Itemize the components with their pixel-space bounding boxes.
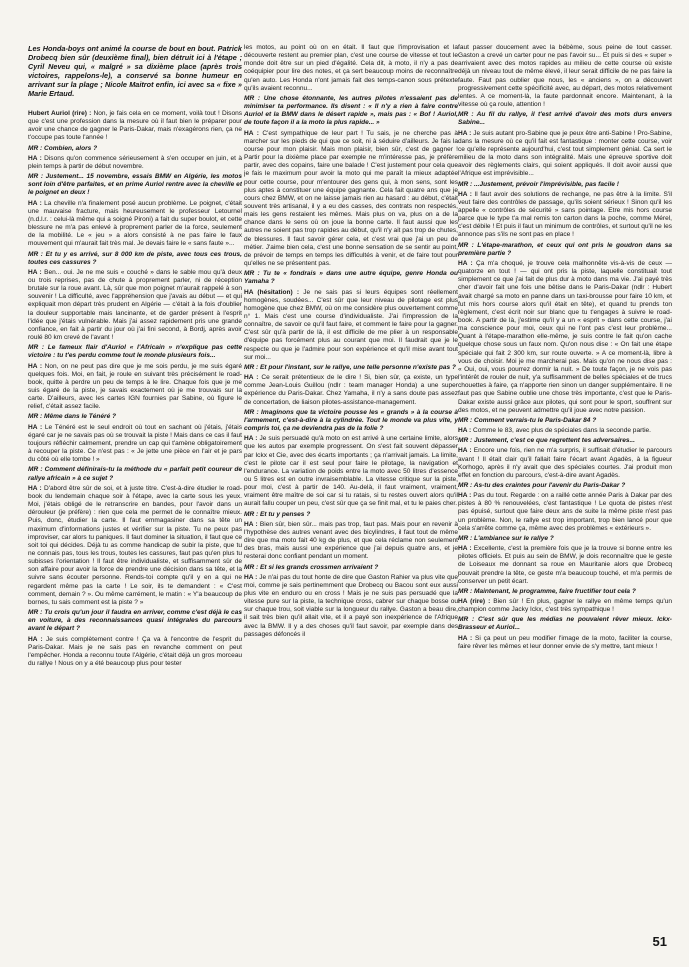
interview-answer [28,200,242,249]
column-1-body [28,110,242,668]
interview-question: MR : Justement, c'est ce que regrettent tes adversaires... [458,437,635,445]
answer-text: La cheville n'a finalement posé aucun problème. Le poignet, c'était une mauvaise fracture, mais heureusement le professeur Letournel (n.d.l.r. : celui-là même qui a soigné Pironi) a fait du super boulot, et cette blessure ne m'a pas enlevé à proprement parler de la force, seulement de la mobilité. Le « jeu » a alors consisté à ne pas faire le faux mouvement qui m'aurait fait très mal. Je devais faire le « sans faute »... [28,199,242,248]
answer-text: Ce serait prétentieux de le dire ! Si, bien sûr, ça existe, un type comme Jean-Louis Guillou (ndlr : team manager Honda) a une super expérience du Paris-Dakar. Chez Yamaha, il n'y a sans doute pas assez de concertation, de liaison pilotes-assistance-management. [244,374,458,406]
interview-question: MR : Combien, alors ? [28,144,98,152]
interview-answer [458,260,672,415]
column-2-body [244,44,458,639]
lead-caption: Les Honda-boys ont animé la course de bout en bout. Patrick Drobecq bien sûr (deuxième final), bien détruit ici à l'étape ; Cyril Neveu qui, « malgré » sa dixième place (après trois victoires, rappelons-le), a conservé sa bonne humeur en arrivant sur la plage ; Nicole Maitrot enfin, ici avec sa « fixe » Marie Ertaud. [28,44,242,98]
interview-question: MR : Et si les grands crossmen arrivaient ? [244,563,379,571]
interview-answer [244,289,458,362]
interview-question: MR : Comment définirais-tu la méthode du « parfait petit coureur de rallye africain » à ce sujet ? [28,466,242,482]
speaker-label: HA (rire) : [458,598,491,605]
interview-answer [458,492,672,533]
speaker-label: HA : [458,492,472,500]
interview-answer [458,130,672,179]
interview-question: MR : Maintenant, le programme, faire fructifier tout cela ? [458,587,636,595]
page-number: 51 [652,934,667,949]
answer-text: les motos, au point où on en était. Il faut que l'improvisation et la découverte restent au premier plan, c'est une course de vitesse et tout le monde doit être sur un pied d'égalité. Cela dit, à moto, il n'y a pas de coéquipier pour lire des notes, et ça sert beaucoup moins de reconnaître qu'en auto. Les Honda n'ont jamais fait des temps-canon sous prétexte qu'ils avaient reconnu... [244,44,458,92]
interview-question: MR : Comment verrais-tu le Paris-Dakar 84 ? [458,416,597,424]
interview-answer [28,636,242,669]
interview-answer [28,110,242,143]
interview-question: MR : As-tu des craintes pour l'avenir du Paris-Dakar ? [458,481,626,489]
interview-question: MR : Une chose étonnante, les autres pilotes n'essaient pas de minimiser ta performance. Ils disent : « Il n'y a rien à faire contre Auriol et la BMW dans le désert rapide », mais pas : « Bof ! Auriol, de toute façon il a la moto la plus rapide... » [244,94,458,127]
answer-text: Non, je fais cela en ce moment, voilà tout ! Disons que c'est une profession dans la mesure où il faut bien le préparer pour avoir une chance de gagner le Paris-Dakar, mais n'exagérons rien, ça ne t'occupe pas toute l'année ! [28,110,242,142]
interview-answer [458,447,672,480]
interview-question: MR : Tu te « fondrais » dans une autre équipe, genre Honda ou Yamaha ? [244,270,458,286]
speaker-label: HA : [458,545,472,553]
interview-answer [458,427,672,435]
speaker-label: HA : [28,268,42,276]
column-2 [244,44,458,944]
answer-text: faut passer doucement avec la bébème, sous peine de tout casser. Gaston a crevé un carter pour ne pas l'avoir su... Et puis si des « super » arrivaient avec des motos rapides au milieu de cette course où existe déjà un niveau tout de même élevé, il leur serait difficile de ne pas faire la faute. Faut pas oublier que nous, les « anciens », on a découvert progressivement cette spécificité avec, au départ, des motos relativement lentes. A ce moment-là, la faute pardonnait encore. Maintenant, à la vitesse où ça roule, attention ! [458,44,672,109]
interview-question: MR : Au fil du rallye, il t'est arrivé d'avoir des mots durs envers Sabine... [458,111,672,127]
interview-question: MR : Et pour l'instant, sur le rallye, une telle personne n'existe pas ? [244,363,456,371]
speaker-label: HA : [28,423,43,431]
answer-text: Pas du tout. Regarde : on a raillé cette année Paris à Dakar par des pistes à 80 % renouvelées, c'est fantastique ! Le quota de pistes n'est pas épuisé, surtout que faire deux ans de suite la même piste n'est pas un problème. Non, le rallye est trop important, trop bien lancé pour que cela s'arrête comme ça, même avec des problèmes « extérieurs ». [458,492,672,532]
speaker-label: HA : [28,484,42,492]
interview-answer [28,363,242,412]
speaker-label: HA : [28,154,42,162]
speaker-label: HA : [458,447,472,455]
interview-question: MR : Le fameux flair d'Auriol « l'Africain » n'explique pas cette victoire : tu t'es perdu comme tout le monde plusieurs fois... [28,344,242,360]
answer-text: Bien sûr, bien sûr... mais pas trop, faut pas. Mais pour en revenir à l'hypothèse des autres venant avec des bicylindres, il faut tout de même dire que ma moto fait 40 kg de plus, et que cela réclame non seulement des bras, mais aussi une expérience que j'ai depuis quatre ans, et je resterai donc confiant pendant un moment. [244,520,458,561]
interview-answer [28,485,242,607]
answer-text: C'est sympathique de leur part ! Tu sais, je ne cherche pas à marcher sur les pieds de qui que ce soit, ni à séduire d'ailleurs. Je fais la course pour mon plaisir. Mais mon plaisir, bien sûr, c'est de gagner ! Partir pour la dixième place par exemple ne m'intéresse pas, je préfère partir, avec des copains, faire une balade ! C'est justement pour cela que je fais le maximum pour avoir la moto qui me paraît la mieux adaptée pour cette course, pour m'entourer des gens qui, à mon sens, sont les plus aptes à constituer une équipe gagnante. Cela fait quatre ans que je cours chez BMW, et on ne laisse jamais rien au hasard : au début, c'était souvent très artisanal, il y a eu des casses, des contrats non respectés, mais les gens restaient les mêmes. Mais plus on va, plus on a de la chance dans le sens où on joue la bonne carte. Il faut aussi que les autres ne soient pas trop rapides au début, qu'il n'y ait pas trop de chutes, de blessures. Il faut savoir gérer cela, et c'est vrai que j'ai un peu de métier. J'aime bien cela, c'est une bonne sensation de se sentir au point, de prévoir de temps en temps les difficultés à venir, et de faire tout pour qu'elles ne se présentent pas. [244,129,458,268]
interview-answer [458,598,672,614]
answer-text: Bien sûr ! En plus, gagner le rallye en même temps qu'un champion comme Jacky Ickx, c'est très sympathique ! [458,598,672,614]
column-3-body [458,44,672,651]
column-3 [458,44,672,944]
answer-text: Excellente, c'est la première fois que je la trouve si bonne entre les pilotes officiels. Et puis au sein de BMW, je dois reconnaître que le geste de Loiseaux me donnant sa roue en Mauritanie alors que Drobecq pouvait prendre la tête, ce geste m'a beaucoup touché, et m'a permis de conserver un petit écart. [458,545,672,585]
answer-text: Je n'ai pas du tout honte de dire que Gaston Rahier va plus vite que moi, comme je sais pertinemment que Drobecq ou Bacou sont eux aussi plus vite en enduro ou en cross ! Mais je ne suis pas persuadé que la vitesse pure sur la piste, la technique cross, cabrer sur chaque bosse ou sur chaque trou, soit viable sur la longueur du rallye. Gaston a beau dire, il sait très bien qu'il allait vite, et il a payé son inexpérience de l'Afrique avec la BMW. Il y a des choses qu'il faut savoir, par exemple dans des passages défoncés il [244,573,458,638]
interview-answer [28,424,242,465]
interview-question: MR : Et tu y es arrivé, sur 8 000 km de piste, avec tous ces trous, toutes ces cassures ? [28,250,242,266]
interview-answer [244,574,458,639]
column-1 [28,44,242,944]
speaker-label: HA : [28,635,43,643]
interview-answer [458,635,672,651]
speaker-label: HA : [244,374,259,382]
answer-text: Encore une fois, rien ne m'a surpris, il suffisait d'étudier le parcours avant ! Il était clair qu'il fallait faire l'écart avant Agadès, à la figueur Korhogo, après il n'y avait que des spéciales courtes. J'ai produit mon effet en fonction du parcours, c'est-à-dire avant Agadès. [458,447,672,479]
interview-question: MR : C'est sûr que les médias ne pouvaient rêver mieux. Ickx-Brasseur et Auriol... [458,616,672,632]
speaker-label: HA : [458,634,473,642]
interview-answer [28,155,242,171]
speaker-label: HA : [244,435,258,443]
speaker-label: HA : [458,259,473,267]
interview-answer [244,130,458,269]
interview-question: MR : Tu crois qu'un jour il faudra en arriver, comme c'est déjà le cas en voiture, à des reconnaissances quasi intégrales du parcours avant le départ ? [28,609,242,633]
answer-text: Non, on ne peut pas dire que je me sois perdu, je me suis égaré quelques fois. Moi, en fait, je roule en suivant très précisément le road-book, quitte à perdre un peu de temps à le lire. Chaque fois que je me suis égaré de la piste, je savais exactement où je me trouvais sur la carte. D'ailleurs, avec les cartes IGN fournies par Sabine, où figure le relief, c'était assez facile. [28,362,242,411]
speaker-label: Hubert Auriol (rire) : [28,110,92,117]
interview-answer [244,435,458,508]
answer-text: Ben... oui. Je ne me suis « couché » dans le sable mou qu'à deux ou trois reprises, pas de chute à proprement parler, ni de réception brutale sur la roue avant. Là, sûr que mon poignet m'aurait rappelé à son souvenir ! La difficulté, avec l'appréhension que j'avais au début — et qui expliquait mon départ très prudent en Algérie — c'était à la fois d'oublier la douleur supportable mais lancinante, et de garder présent à l'esprit l'idée que j'étais vulnérable. Mais j'ai assez rapidement pris une grande confiance, en fait à partir du jour où j'ai fini second, à Bordj, après avoir roulé 80 km crevé de l'avant ! [28,268,242,342]
speaker-label: HA : [28,362,43,370]
answer-text: Disons qu'on commence sérieusement à s'en occuper en juin, et à plein temps à partir de début novembre. [28,154,242,170]
interview-question: MR : Même dans le Ténéré ? [28,413,117,421]
answer-text: Je suis autant pro-Sabine que je peux être anti-Sabine ! Pro-Sabine, dans la mesure où ce qu'il fait est fantastique : monter cette course, voir ce qu'elle représente aujourd'hui, c'est tout simplement génial. Ca sert le milieu de la moto dans son intégralité. Mais une épreuve sportive doit avoir des règlements clairs, qui soient appliqués. Il doit avoir aussi que l'Afrique est imprévisible... [458,129,672,178]
interview-question: MR : L'ambiance sur le rallye ? [458,534,554,542]
answer-text: Le Ténéré est le seul endroit où tout en sachant où j'étais, j'étais égaré car je ne savais pas où se trouvait la piste ! Mais dans ce cas il faut toujours réfléchir calmement, prendre un cap qui t'amène obligatoirement à recouper la piste. Ce n'est pas : « Je jette une pièce en l'air et je pars du côté où elle tombe ! » [28,423,242,464]
interview-answer [244,44,458,93]
speaker-label: HA : [244,129,259,137]
speaker-label: HA : [244,573,258,581]
interview-question: MR : Imaginons que ta victoire pousse les « grands » à la course à l'armement, c'est-à-dire à la cylindrée. Tout le monde va plus vite, y compris toi, ça ne deviendra pas de la folie ? [244,408,458,433]
speaker-label: HA (hésitation) : [244,288,300,296]
speaker-label: HA : [458,427,472,435]
interview-question: MR : ...Justement, prévoir l'imprévisible, pas facile ! [458,180,619,188]
interview-answer [458,191,672,240]
interview-answer [28,269,242,342]
answer-text: Comme le 83, avec plus de spéciales dans la seconde partie. [471,427,651,435]
speaker-label: HA : [244,520,258,528]
answer-text: Je suis complètement contre ! Ça va à l'encontre de l'esprit du Paris-Dakar. Mais je ne sais pas en revanche comment on peut l'empêcher. Honda a reconnu toute l'Algérie, c'était déjà un gros morceau du rallye ! Nous on y a été beaucoup plus pour tester [28,635,242,667]
interview-answer [244,374,458,407]
answer-text: Ça m'a choqué, je trouve cela malhonnête vis-à-vis de ceux — quatorze en tout ! — qui ont pris la piste, laquelle constituait tout simplement ce que j'ai fait de plus dur à moto dans ma vie. J'ai payé très cher d'avoir fait une fois une bêtise dans le Paris-Dakar (ndlr : Hubert avait chargé sa moto en panne dans un taxi-brousse pour faire 10 km, et fut mis hors course alors qu'il était en tête), et quand tu prends ton règlement, c'est écrit noir sur blanc que tu t'engages à suivre le road-book. A partir de là, j'estime qu'il y a un « esprit » dans cette course, j'ai ma conscience pour moi, ceux qui ne l'ont pas c'est leur problème... Quant à l'étape-marathon elle-même, je suis contre le fait qu'on cache quelque chose sous un faux nom. Qu'on nous dise : « On fait une étape spéciale qui fait 2 300 km, sur route ouverte. » A ce moment-là, libre à vous de choisir. Moi je me marcherai pas. Mais qu'on ne nous dise pas : « Oui, oui, vous pourrez dormir la nuit. » De toute façon, je ne vois pas l'intérêt de rouler de nuit, y'a suffisamment de belles spéciales et de trucs chouettes à faire, ça n'apporte rien sinon un danger supplémentaire. Il ne faut pas que Sabine oublie une chose très importante, c'est que le Paris-Dakar existe aussi grâce aux pilotes, qui sont pour le sport, souffrent sur des motos, et ne peuvent admettre qu'il joue avec notre passion. [458,259,672,414]
speaker-label: HA : [28,199,42,207]
interview-question: MR : L'étape-marathon, et ceux qui ont pris le goudron dans sa première partie ? [458,241,672,257]
speaker-label: HA : [458,129,472,137]
speaker-label: HA : [458,190,472,198]
interview-answer [244,521,458,562]
interview-answer [458,44,672,109]
interview-question: MR : Et tu y penses ? [244,510,311,518]
answer-text: Je ne sais pas si leurs équipes sont réellement homogènes, soudées... C'est sûr que leur niveau de pilotage est plus homogène que chez BMW, où on me considère plus ouvertement comme n° 1. Mais c'est une course d'individualiste. J'ai l'impression de la connaître, de savoir ce qu'il faut faire, et comment le faire pour la gagner. C'est sûr qu'à partir de là, il est difficile de me plier à un responsable d'équipe pas forcément plus au courant que moi. Il faudrait que je le respecte ou que je l'admire pour son expérience et qu'il mise avant tout sur moi... [244,288,458,361]
interview-question: MR : Justement... 15 novembre, essais BMW en Algérie, les motos sont loin d'être parfaites, et en prime Auriol rentre avec la cheville et le poignet en deux ! [28,173,242,197]
answer-text: Je suis persuadé qu'à moto on est arrivé à une certaine limite, alors que les autos par exemple progressent. On s'est fait souvent dépasser par Ickx et Cie, avec des écarts importants ; ça n'arrivait jamais. La limite, c'est le pilote car il est seul pour faire le pilotage, la navigation et l'endurance. La variation de poids entre la moto avec 50 litres d'essence ou 5 litres est en outre invraisemblable. La vitesse critique sur la piste, pour moi, c'est à partir de 140. Au-delà, il faut vraiment, vraiment, vraiment être maître de soi car si tu ratais, si tu restes ouvert alors qu'il aurait fallu couper un peu, c'est sûr que ça se finit mal, et tu le paies cher. [244,435,458,508]
answer-text: Si ça peut un peu modifier l'image de la moto, faciliter la course, faire rêver les mêmes et leur donner envie de s'y mettre, tant mieux ! [458,634,672,650]
answer-text: Il faut avoir des solutions de rechange, ne pas être à la limite. S'il veut faire des contrôles de passage, qu'ils soient sérieux ! Sinon qu'il les appelle « contrôles de sécurité » sans pointage. Etre mis hors course parce que le type t'a mal remis ton carton dans la poche, comme Mérel, c'est débile ! Et puis il faut un minimum de contrôles, et surtout qu'il ne les annonce pas s'ils ne sont pas en place ! [458,190,672,239]
answer-text: D'abord être sûr de soi, et à juste titre. C'est-à-dire étudier le road-book du lendemain chaque soir à l'étape, avec la carte sous les yeux. Moi, j'étais obligé de le retranscrire en bandes, pour l'avoir dans un dérouleur (je préfère) : rien que cela me permet de le connaître mieux. Puis, donc, étudier la carte. Il faut emmagasiner dans sa tête un maximum d'informations justes et vérifier sur la piste. Tu ne peux pas improviser, car alors tu paniques. Il faut dominer la situation, il faut que ce soit toi qui décides. Déjà tu as comme handicap de subir la piste, que tu ne connais pas, tous les trous, toutes les cassures, faut pas qu'en plus tu subisses l'orientation ! Il faut être individualiste, et suffisamment sûr de son affaire pour avoir la force de prendre une décision dans sa tête, et la suivre sans écouter personne. Rends-toi compte qu'il y en a qui ne regardent même pas la carte ! Le soir, ils te demandent : « C'est comment, demain ? ». Ou même carrément, le matin : « Y'a beaucoup de bornes, tu sais comment est la piste ? » [28,484,242,606]
interview-answer [458,545,672,586]
